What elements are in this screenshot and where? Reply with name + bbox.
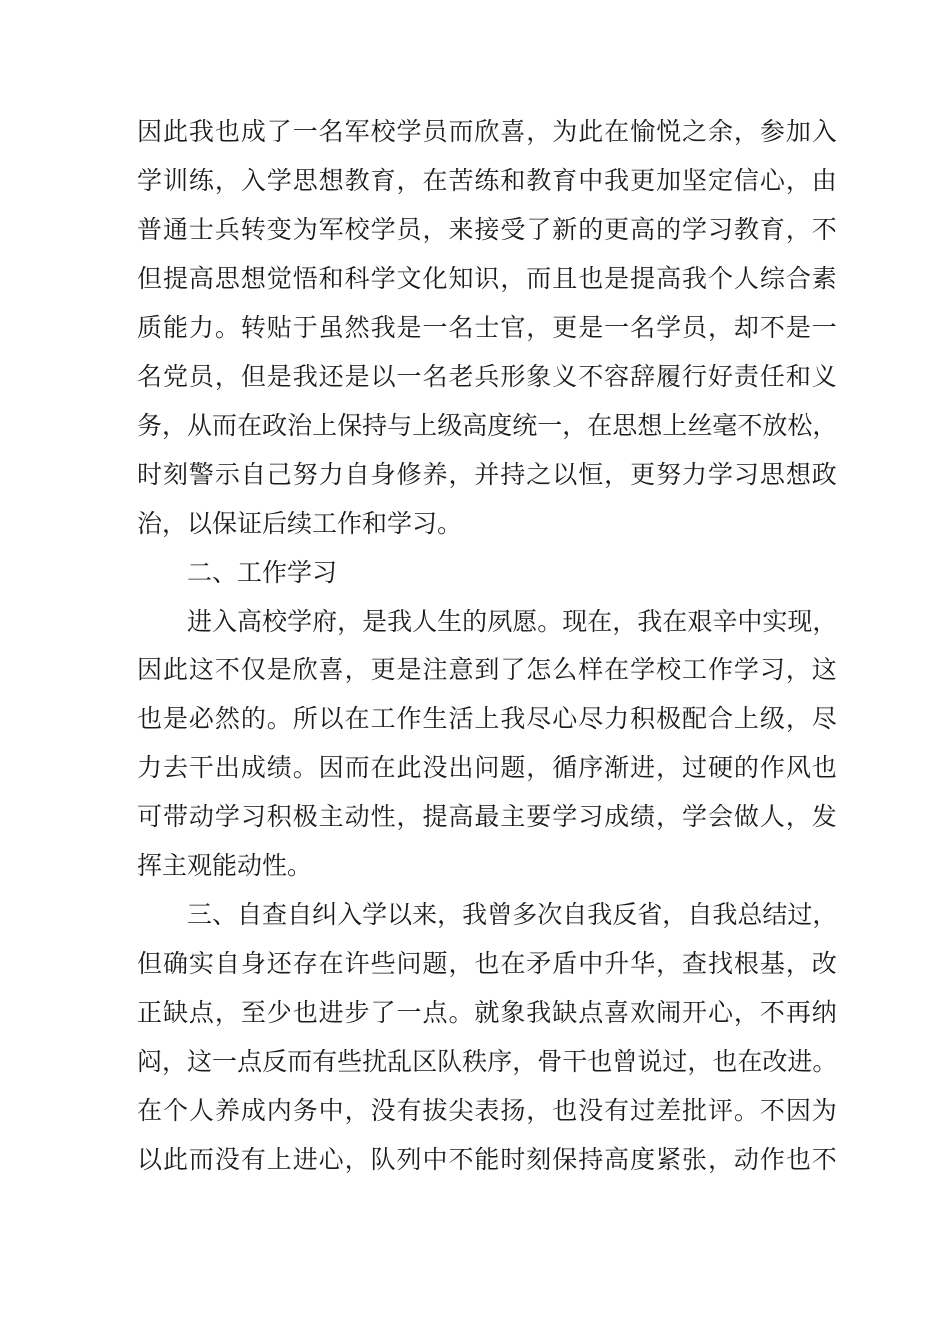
text-line: 在 个 人 养 成 内 务 中 ， 没 有 拔 尖 表 扬 ， 也 没 有 过 差 批 评 。 不 因 为 [137, 1096, 837, 1125]
text-line: 二、工作学习 [187, 558, 338, 587]
text-line: 力 去 干 出 成 绩 。 因 而 在 此 没 出 问 题 ， 循 序 渐 进 ， 过 硬 的 作 风 也 [137, 753, 837, 782]
text-line: 因 此 这 不 仅 是 欣 喜 ， 更 是 注 意 到 了 怎 么 样 在 学 校 工 作 学 习 ， 这 [137, 655, 837, 684]
text-line: 质 能 力 。 转 贴 于 虽 然 我 是 一 名 士 官 ， 更 是 一 名 学 员 ， 却 不 是 一 [137, 313, 837, 342]
text-line: 务 ， 从 而 在 政 治 上 保 持 与 上 级 高 度 统 一 ， 在 思 想 上 丝 毫 不 放 松 ， [137, 411, 837, 440]
text-line: 进 入 高 校 学 府 ， 是 我 人 生 的 夙 愿 。 现 在 ， 我 在 艰 辛 中 实 现 ， [187, 607, 837, 636]
text-line: 时 刻 警 示 自 己 努 力 自 身 修 养 ， 并 持 之 以 恒 ， 更 努 力 学 习 思 想 政 [137, 460, 837, 489]
text-line: 也 是 必 然 的 。 所 以 在 工 作 生 活 上 我 尽 心 尽 力 积 极 配 合 上 级 ， 尽 [137, 704, 837, 733]
text-line: 可 带 动 学 习 积 极 主 动 性 ， 提 高 最 主 要 学 习 成 绩 ， 学 会 做 人 ， 发 [137, 802, 837, 831]
text-line: 名 党 员 ， 但 是 我 还 是 以 一 名 老 兵 形 象 义 不 容 辞 履 行 好 责 任 和 义 [137, 362, 837, 391]
text-line: 正 缺 点 ， 至 少 也 进 步 了 一 点 。 就 象 我 缺 点 喜 欢 闹 开 心 ， 不 再 纳 [137, 998, 837, 1027]
text-line: 以 此 而 没 有 上 进 心 ， 队 列 中 不 能 时 刻 保 持 高 度 紧 张 ， 动 作 也 不 [137, 1145, 837, 1174]
text-line: 三 、 自 查 自 纠 入 学 以 来 ， 我 曾 多 次 自 我 反 省 ， 自 我 总 结 过 ， [187, 900, 837, 929]
text-line: 闷 ， 这 一 点 反 而 有 些 扰 乱 区 队 秩 序 ， 骨 干 也 曾 说 过 ， 也 在 改 进 。 [137, 1047, 837, 1076]
text-line: 普 通 士 兵 转 变 为 军 校 学 员 ， 来 接 受 了 新 的 更 高 的 学 习 教 育 ， 不 [137, 215, 837, 244]
text-line: 但 确 实 自 身 还 存 在 许 些 问 题 ， 也 在 矛 盾 中 升 华 ， 查 找 根 基 ， 改 [137, 949, 837, 978]
text-line: 因 此 我 也 成 了 一 名 军 校 学 员 而 欣 喜 ， 为 此 在 愉 悦 之 余 ， 参 加 入 [137, 117, 837, 146]
text-line: 但 提 高 思 想 觉 悟 和 科 学 文 化 知 识 ， 而 且 也 是 提 高 我 个 人 综 合 素 [137, 264, 837, 293]
text-line: 挥主观能动性。 [137, 851, 313, 880]
text-line: 治，以保证后续工作和学习。 [137, 509, 463, 538]
text-line: 学 训 练 ， 入 学 思 想 教 育 ， 在 苦 练 和 教 育 中 我 更 加 坚 定 信 心 ， 由 [137, 166, 837, 195]
